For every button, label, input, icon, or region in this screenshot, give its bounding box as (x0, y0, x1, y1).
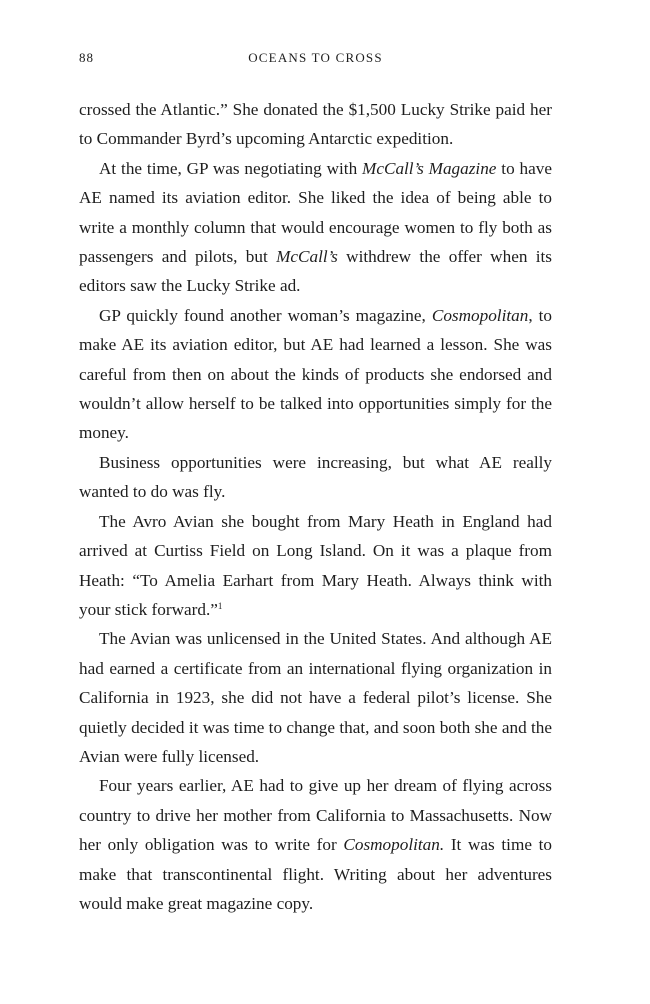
italic-title: McCall’s Magazine (362, 158, 497, 178)
text-run: , to make AE its aviation editor, but AE had learned a lesson. She was careful from then on about the kinds of products she endorsed and wouldn’t allow herself to be talked into opportunities simply for the money. (79, 305, 552, 443)
text-run: At the time, GP was negotiating with (99, 158, 363, 178)
paragraph (79, 154, 552, 301)
italic-title: Cosmopolitan. (343, 835, 445, 855)
text-run: The Avian was unlicensed in the United States. And although AE had earned a certificate from an international flying organization in California in 1923, she did not have a federal pilot’s license. She quietly decided it was time to change that, and soon both she and the Avian were fully licensed. (79, 629, 552, 766)
text-run: to have AE named its aviation editor. She liked the idea of being able to write a monthly column that would encourage women to fly both as passengers and pilots, but (79, 158, 552, 267)
text-run: Four years earlier, AE had to give up her dream of flying across country to drive her mother from California to Massachusetts. Now her only obligation was to write for (79, 776, 552, 855)
text-run: GP quickly found another woman’s magazine, (99, 305, 432, 325)
paragraph (79, 448, 552, 507)
italic-title: Cosmopolitan (431, 305, 529, 325)
paragraph (79, 95, 552, 154)
paragraph (79, 624, 552, 771)
running-title: OCEANS TO CROSS (248, 50, 383, 65)
text-run: crossed the Atlantic.” She donated the $1,500 Lucky Strike paid her to Commander Byrd’s upcoming Antarctic expedition. (79, 100, 552, 149)
paragraph (79, 507, 552, 625)
running-head (79, 50, 552, 70)
italic-title: McCall’s (276, 247, 338, 267)
text-run: Business opportunities were increasing, but what AE really wanted to do was fly. (79, 452, 552, 502)
paragraph (79, 771, 552, 918)
text-run: It was time to make that transcontinental flight. Writing about her adventures would make great magazine copy. (79, 835, 552, 913)
page-number: 88 (79, 50, 94, 65)
footnote-marker: 1 (217, 600, 223, 611)
paragraph (79, 301, 552, 448)
text-run: withdrew the offer when its editors saw the Lucky Strike ad. (79, 247, 552, 296)
text-run: The Avro Avian she bought from Mary Heath in England had arrived at Curtiss Field on Long Island. On it was a plaque from Heath: “To Amelia Earhart from Mary Heath. Always think with your stick forward.” (79, 511, 552, 619)
body-text (79, 95, 552, 918)
